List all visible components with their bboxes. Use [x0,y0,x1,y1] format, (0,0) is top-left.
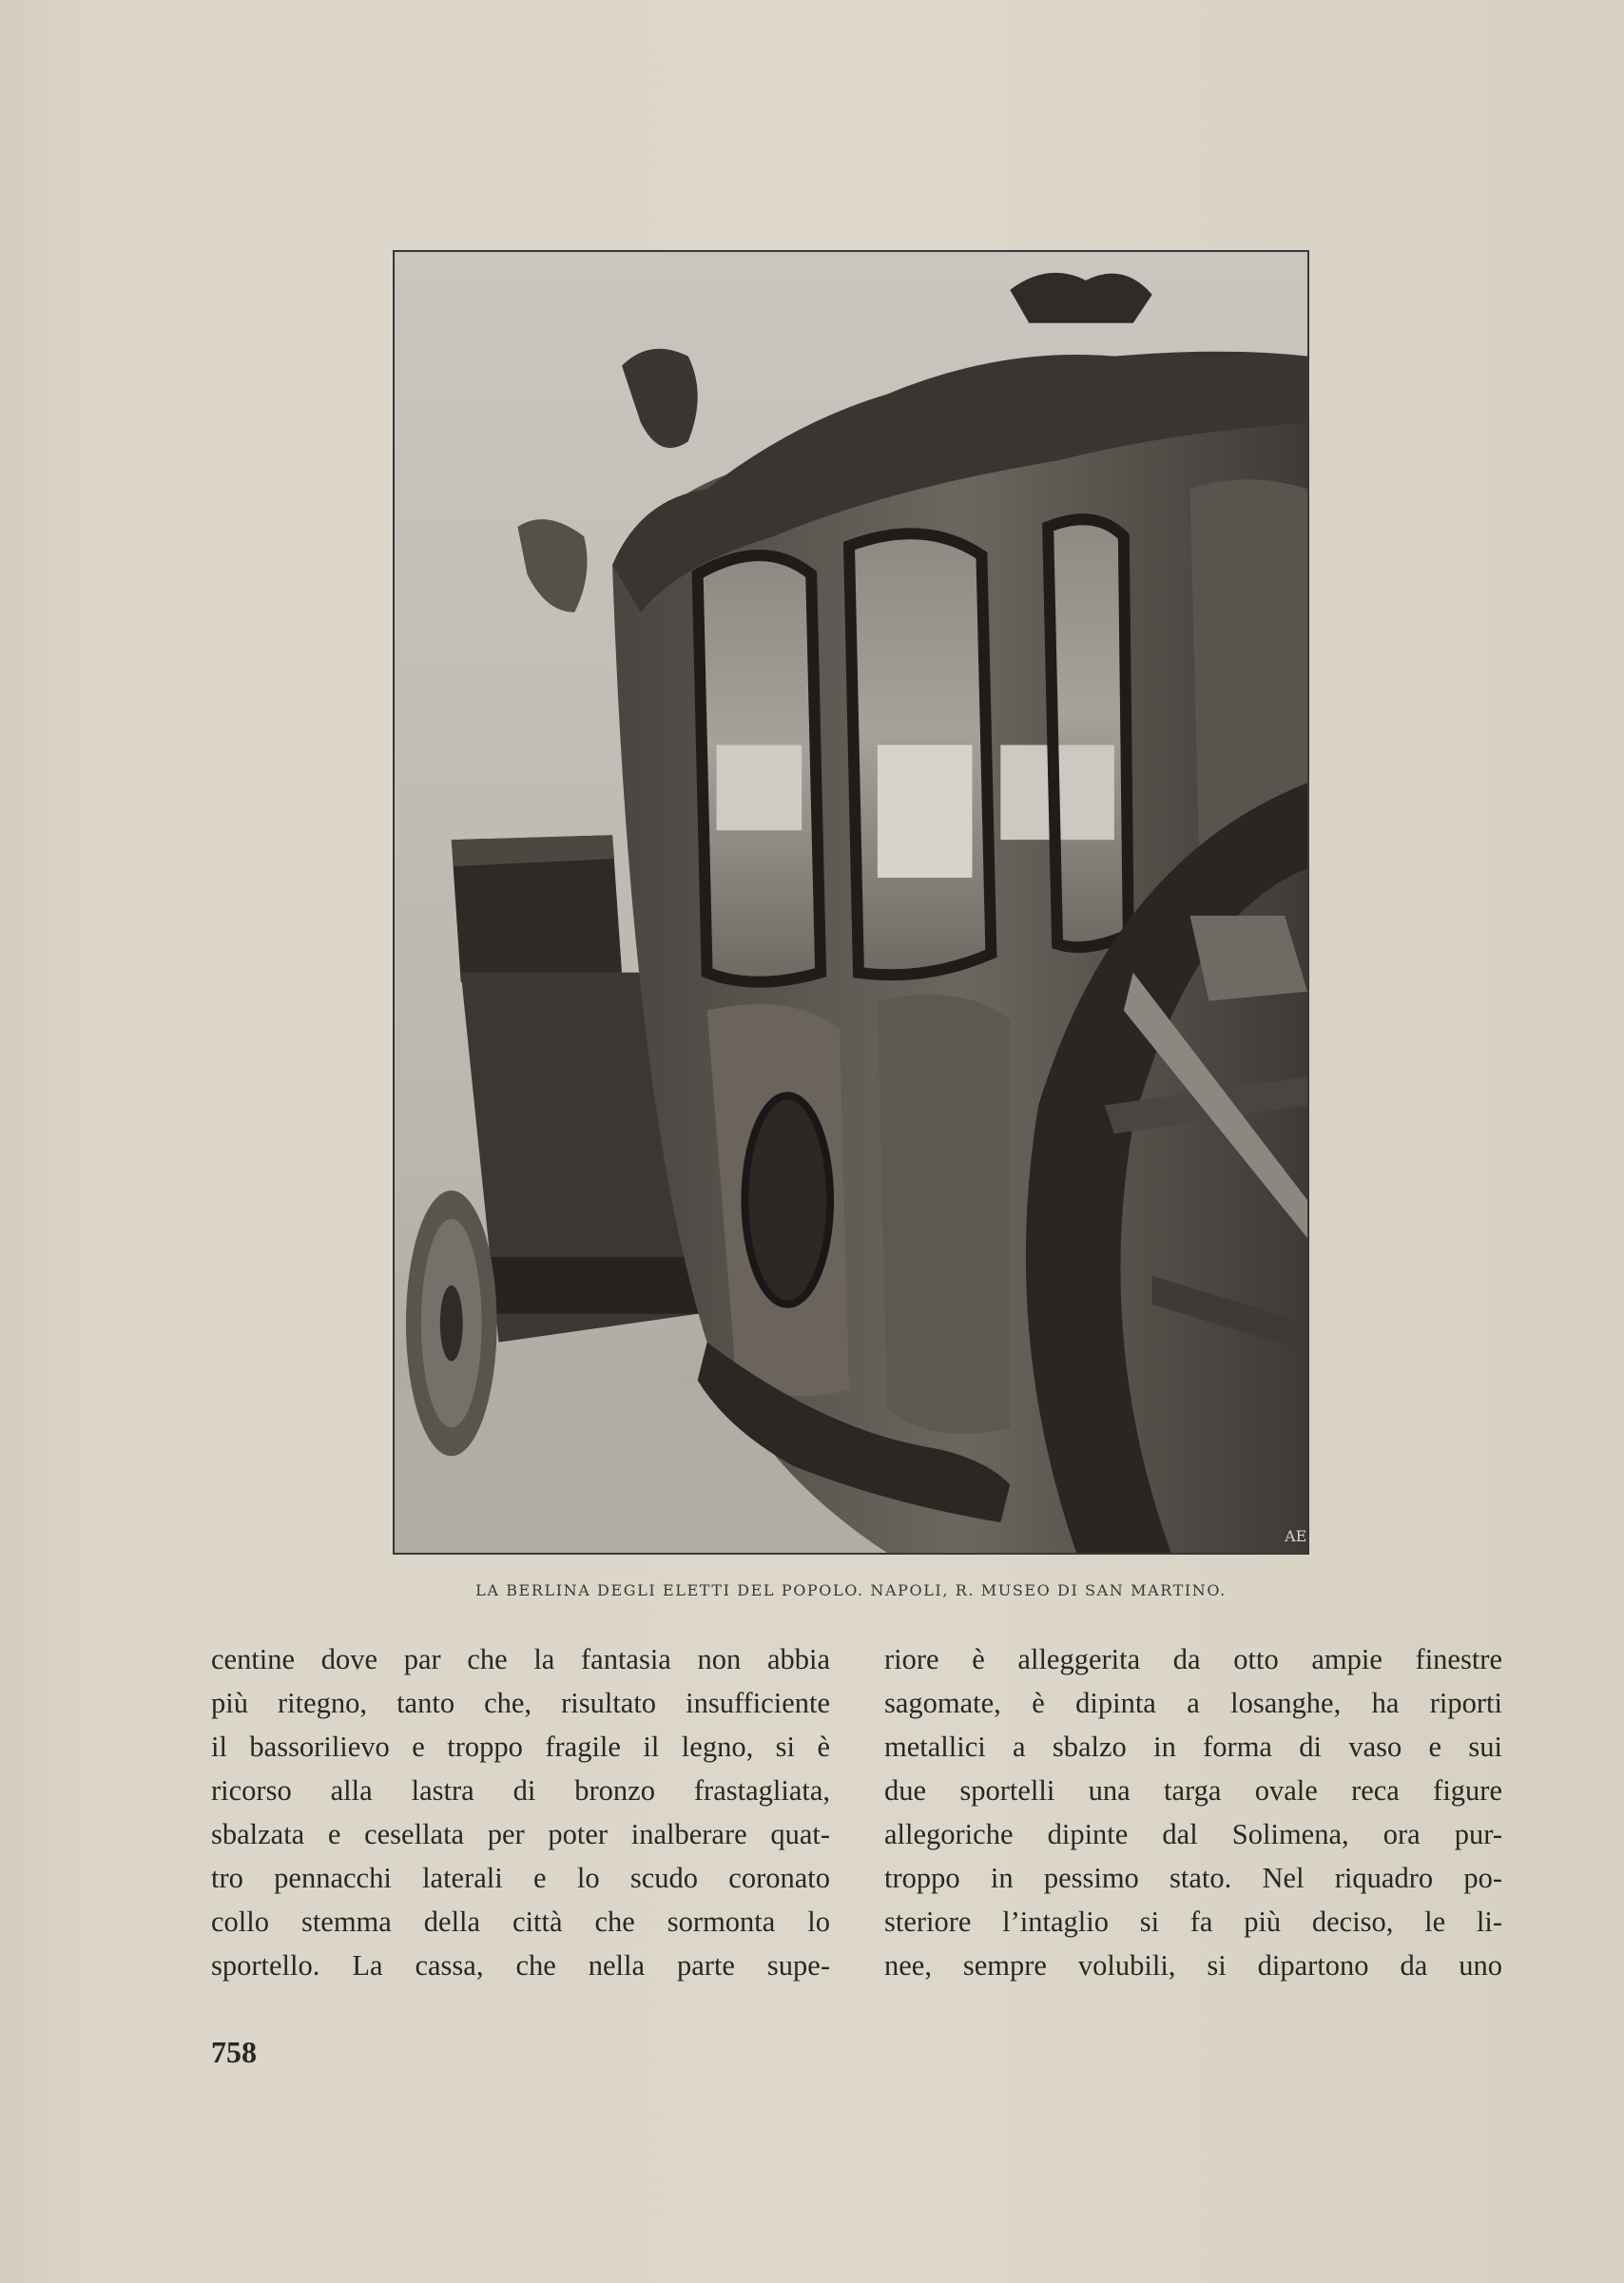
figure-caption: LA BERLINA DEGLI ELETTI DEL POPOLO. NAPOLI, R. MUSEO DI SAN MARTINO. [475,1581,1227,1599]
text-line: metallici a sbalzo in forma di vaso e sui [884,1731,1502,1763]
text-line: sbalzata e cesellata per poter inalberare quat- [211,1818,830,1850]
carriage-photograph [393,250,1309,1555]
text-line: nee, sempre volubili, si dipartono da uno [884,1949,1502,1982]
text-line: più ritegno, tanto che, risultato insufficiente [211,1687,830,1719]
text-column-right [884,1637,1502,1987]
text-line: steriore l’intaglio si fa più deciso, le li- [884,1906,1502,1938]
text-line: sportello. La cassa, che nella parte supe- [211,1949,830,1982]
carriage-illustration [395,252,1307,1553]
text-line: il bassorilievo e troppo fragile il legno, si è [211,1731,830,1763]
text-line: troppo in pessimo stato. Nel riquadro po- [884,1862,1502,1894]
text-line: riore è alleggerita da otto ampie finestre [884,1643,1502,1675]
text-line: sagomate, è dipinta a losanghe, ha riporti [884,1687,1502,1719]
text-line: collo stemma della città che sormonta lo [211,1906,830,1938]
text-line: ricorso alla lastra di bronzo frastagliata, [211,1774,830,1807]
text-column-left [211,1637,830,1987]
text-line: allegoriche dipinte dal Solimena, ora pur- [884,1818,1502,1850]
svg-text:AE: AE [1285,1527,1307,1546]
text-line: tro pennacchi laterali e lo scudo coronato [211,1862,830,1894]
page-number: 758 [211,2035,257,2069]
text-line: due sportelli una targa ovale reca figure [884,1774,1502,1807]
text-line: centine dove par che la fantasia non abbia [211,1643,830,1675]
